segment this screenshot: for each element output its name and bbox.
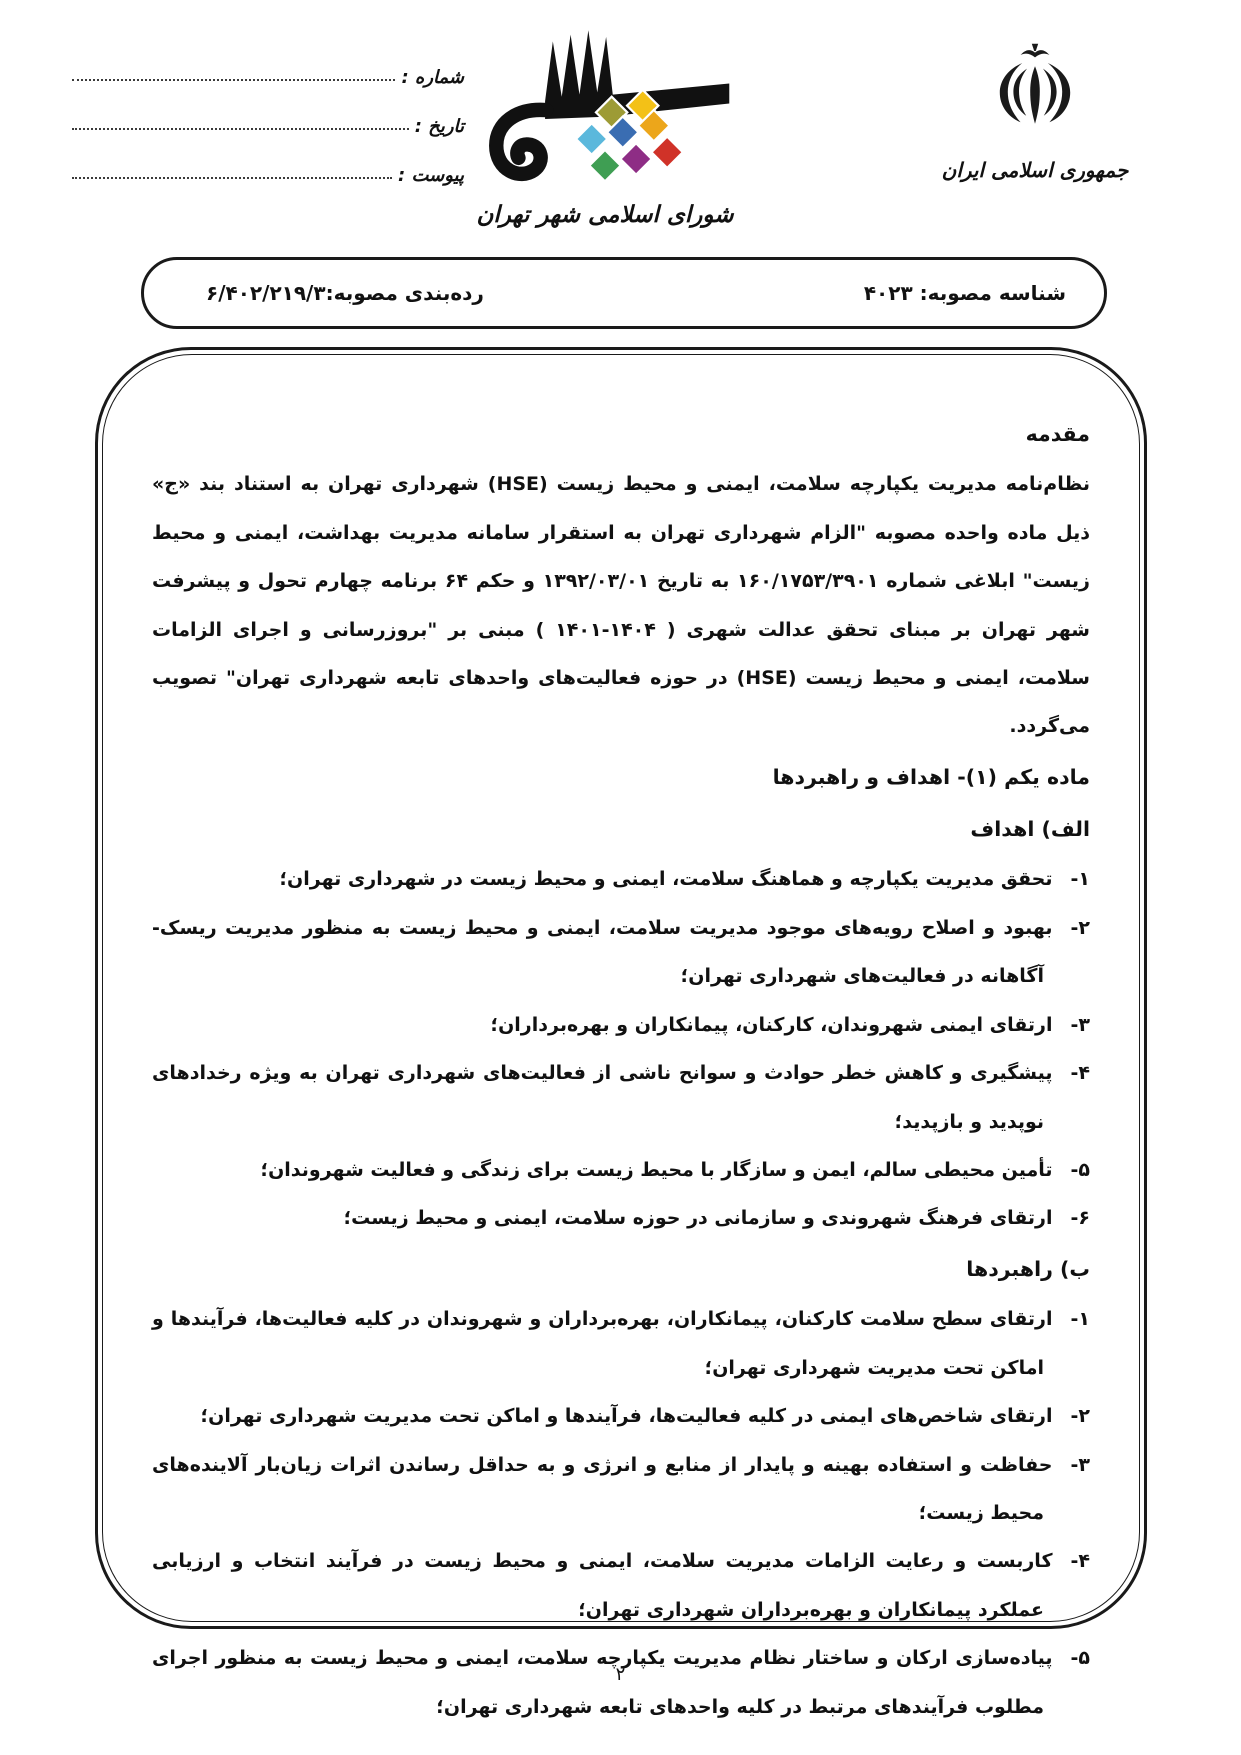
- date-field-label: تاریخ :: [414, 116, 464, 137]
- council-logo-icon: [438, 28, 772, 200]
- stamp-row-number: [72, 54, 464, 88]
- logo-curl: [496, 110, 546, 174]
- item-text: پیاده‌سازی ارکان و ساختار نظام مدیریت یکپارچه سلامت، ایمنی و محیط زیست به منظور اجرای مطلوب فرآیندهای مرتبط در کلیه واحدهای تابعه شهرداری تهران؛: [152, 1647, 1053, 1718]
- number-field-label: شماره :: [401, 67, 464, 88]
- resolution-id: شناسه مصوبه: ۴۰۲۳: [863, 281, 1066, 305]
- resolution-text: [98, 350, 1144, 1718]
- item-number: ۱-: [1070, 868, 1090, 891]
- item-text: تأمین محیطی سالم، ایمن و سازگار با محیط زیست برای زندگی و فعالیت شهروندان؛: [260, 1159, 1053, 1182]
- item-text: ارتقای فرهنگ شهروندی و سازمانی در حوزه سلامت، ایمنی و محیط زیست؛: [343, 1207, 1053, 1230]
- item-number: ۵-: [1070, 1159, 1090, 1182]
- page-number: ۲: [615, 1664, 626, 1685]
- item-number: ۳-: [1070, 1453, 1090, 1476]
- council-logo: [438, 28, 772, 228]
- council-name: شورای اسلامی شهر تهران: [476, 202, 734, 228]
- national-emblem: [885, 42, 1185, 182]
- item-number: ۱-: [1070, 1308, 1090, 1331]
- section-a-heading: الف) اهداف: [970, 817, 1090, 842]
- item-text: تحقق مدیریت یکپارچه و هماهنگ سلامت، ایمنی و محیط زیست در شهرداری تهران؛: [279, 868, 1053, 891]
- objective-item: [152, 904, 1090, 1001]
- article-one-heading: ماده یکم (۱)- اهداف و راهبردها: [772, 764, 1090, 789]
- strategy-item: [152, 1392, 1090, 1440]
- iran-emblem-icon: [987, 42, 1083, 148]
- item-text: ارتقای ایمنی شهروندان، کارکنان، پیمانکاران و بهره‌برداران؛: [490, 1013, 1053, 1036]
- stamp-row-date: [72, 103, 464, 137]
- resolution-classification: رده‌بندی مصوبه:۶/۴۰۲/۲۱۹/۳: [206, 281, 484, 305]
- strategy-item: [152, 1537, 1090, 1634]
- objectives-list: [152, 855, 1090, 1243]
- item-text: کاربست و رعایت الزامات مدیریت سلامت، ایمنی و محیط زیست در فرآیند انتخاب و ارزیابی عملکرد پیمانکاران و بهره‌برداران شهرداری تهران؛: [152, 1550, 1053, 1621]
- objective-item: [152, 1194, 1090, 1242]
- item-text: حفاظت و استفاده بهینه و پایدار از منابع و انرژی و به حداقل رساندن اثرات زیان‌بار آلاینده‌های محیط زیست؛: [152, 1453, 1053, 1524]
- strategy-item: [152, 1441, 1090, 1538]
- item-number: ۲-: [1070, 916, 1090, 939]
- item-number: ۶-: [1070, 1207, 1090, 1230]
- state-name: جمهوری اسلامی ایران: [941, 158, 1129, 182]
- stamp-row-attachment: [72, 152, 464, 186]
- strategy-item: [152, 1295, 1090, 1392]
- item-number: ۴-: [1070, 1550, 1090, 1573]
- attachment-field-dotted-line: [72, 177, 392, 179]
- item-number: ۲-: [1070, 1405, 1090, 1428]
- objective-item: [152, 855, 1090, 903]
- intro-paragraph: نظام‌نامه مدیریت یکپارچه سلامت، ایمنی و محیط زیست (HSE) شهرداری تهران به استناد بند «ج» ذیل ماده واحده مصوبه "الزام شهرداری تهران به استقرار سامانه مدیریت بهداشت، ایمنی و محیط زیست" ابلاغی شماره ۱۶۰/۱۷۵۳/۳۹۰۱ به تاریخ ۱۳۹۲/۰۳/۰۱ و حکم ۶۴ برنامه چهارم تحول و پیشرفت شهر تهران بر مبنای تحقق عدالت شهری ( ۱۴۰۴-۱۴۰۱ ) مبنی بر "بروزرسانی و اجرای الزامات سلامت، ایمنی و محیط زیست (HSE) در حوزه فعالیت‌های واحدهای تابعه شهرداری تهران" تصویب می‌گردد.: [152, 473, 1090, 738]
- document-id-bar: [141, 257, 1107, 329]
- section-b-heading: ب) راهبردها: [966, 1256, 1090, 1281]
- attachment-field-label: پیوست :: [398, 165, 464, 186]
- objective-item: [152, 1001, 1090, 1049]
- date-field-dotted-line: [72, 128, 409, 130]
- item-text: ارتقای سطح سلامت کارکنان، پیمانکاران، بهره‌برداران و شهروندان در کلیه فعالیت‌ها، فرآیندها و اماکن تحت مدیریت شهرداری تهران؛: [152, 1308, 1053, 1379]
- item-number: ۳-: [1070, 1013, 1090, 1036]
- item-text: بهبود و اصلاح رویه‌های موجود مدیریت سلامت، ایمنی و محیط زیست به منظور مدیریت ریسک-آگاهانه در فعالیت‌های شهرداری تهران؛: [152, 916, 1053, 988]
- intro-heading: مقدمه: [1025, 422, 1090, 446]
- stamp-fields: [72, 54, 464, 201]
- main-content-box: [95, 347, 1147, 1718]
- objective-item: [152, 1049, 1090, 1146]
- item-text: پیشگیری و کاهش خطر حوادث و سوانح ناشی از فعالیت‌های شهرداری تهران به ویژه رخدادهای نوپدید و بازپدید؛: [152, 1062, 1053, 1133]
- item-number: ۵-: [1070, 1647, 1090, 1670]
- number-field-dotted-line: [72, 79, 395, 81]
- item-text: ارتقای شاخص‌های ایمنی در کلیه فعالیت‌ها، فرآیندها و اماکن تحت مدیریت شهرداری تهران؛: [200, 1405, 1053, 1428]
- objective-item: [152, 1146, 1090, 1194]
- item-number: ۴-: [1070, 1062, 1090, 1085]
